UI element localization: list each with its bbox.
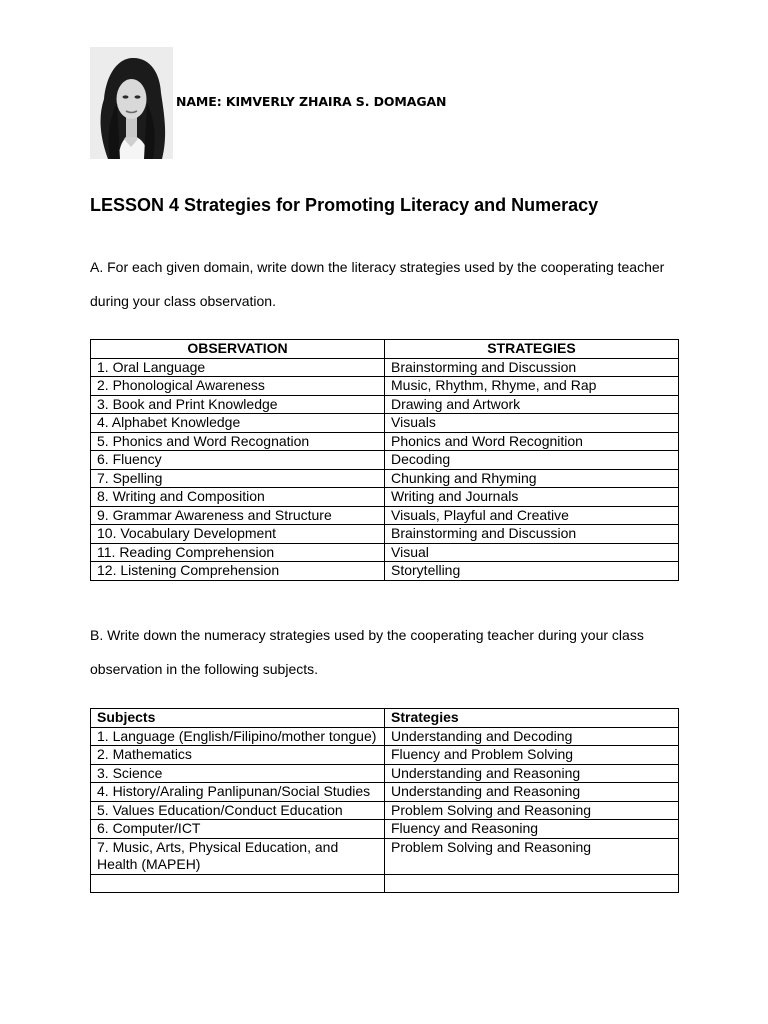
column-header-strategies: STRATEGIES (385, 340, 679, 359)
table-row (91, 414, 679, 433)
table-cell-item: 2. Phonological Awareness (91, 377, 385, 396)
table-cell-item: 11. Reading Comprehension (91, 543, 385, 562)
column-header-strategies: Strategies (385, 709, 679, 728)
portrait-image (90, 47, 173, 159)
table-cell-item: 7. Spelling (91, 469, 385, 488)
table-cell-strategy: Writing and Journals (385, 488, 679, 507)
table-cell-strategy: Fluency and Problem Solving (385, 746, 679, 765)
table-cell-item: 4. Alphabet Knowledge (91, 414, 385, 433)
table-row (91, 451, 679, 470)
table-row (91, 783, 679, 802)
table-cell-strategy: Problem Solving and Reasoning (385, 801, 679, 820)
table-cell-item: 1. Language (English/Filipino/mother tongue) (91, 727, 385, 746)
table-cell-strategy: Brainstorming and Discussion (385, 358, 679, 377)
table-cell-item (91, 874, 385, 892)
table-cell-item: 3. Book and Print Knowledge (91, 395, 385, 414)
table-cell-item: 6. Fluency (91, 451, 385, 470)
table-cell-item: 9. Grammar Awareness and Structure (91, 506, 385, 525)
column-header-observation: OBSERVATION (91, 340, 385, 359)
table-row (91, 764, 679, 783)
table-row (91, 358, 679, 377)
literacy-strategies-table (90, 339, 679, 581)
table-cell-item: 2. Mathematics (91, 746, 385, 765)
section-a-instruction: A. For each given domain, write down the literacy strategies used by the cooperating teacher during your class observation. (90, 259, 665, 309)
table-row (91, 395, 679, 414)
table-cell-strategy: Storytelling (385, 562, 679, 581)
table-cell-strategy: Understanding and Reasoning (385, 764, 679, 783)
table-cell-strategy: Music, Rhythm, Rhyme, and Rap (385, 377, 679, 396)
table-cell-item: 8. Writing and Composition (91, 488, 385, 507)
student-name: NAME: KIMVERLY ZHAIRA S. DOMAGAN (176, 94, 447, 109)
table-row (91, 525, 679, 544)
table-row (91, 488, 679, 507)
table-header-row (91, 340, 679, 359)
table-cell-strategy: Understanding and Decoding (385, 727, 679, 746)
table-cell-strategy: Visuals, Playful and Creative (385, 506, 679, 525)
table-cell-item: 5. Phonics and Word Recognation (91, 432, 385, 451)
table-cell-strategy: Phonics and Word Recognition (385, 432, 679, 451)
table-row (91, 874, 679, 892)
table-row (91, 838, 679, 874)
table-cell-strategy: Brainstorming and Discussion (385, 525, 679, 544)
table-cell-strategy: Visual (385, 543, 679, 562)
table-row (91, 746, 679, 765)
table-row (91, 377, 679, 396)
table-row (91, 469, 679, 488)
lesson-title: LESSON 4 Strategies for Promoting Literacy and Numeracy (90, 195, 599, 215)
table-row (91, 820, 679, 839)
table-cell-item: 10. Vocabulary Development (91, 525, 385, 544)
table-cell-strategy: Fluency and Reasoning (385, 820, 679, 839)
profile-photo (90, 47, 173, 159)
table-cell-item: 12. Listening Comprehension (91, 562, 385, 581)
table-row (91, 562, 679, 581)
table-cell-item: 1. Oral Language (91, 358, 385, 377)
table-header-row (91, 709, 679, 728)
table-cell-strategy: Understanding and Reasoning (385, 783, 679, 802)
table-cell-item: 5. Values Education/Conduct Education (91, 801, 385, 820)
column-header-subjects: Subjects (91, 709, 385, 728)
table-cell-strategy: Chunking and Rhyming (385, 469, 679, 488)
table-row (91, 801, 679, 820)
table-cell-strategy: Decoding (385, 451, 679, 470)
table-row (91, 543, 679, 562)
section-b-instruction: B. Write down the numeracy strategies used by the cooperating teacher during your class observation in the following subjects. (90, 627, 644, 677)
table-cell-item: 4. History/Araling Panlipunan/Social Studies (91, 783, 385, 802)
table-cell-strategy: Visuals (385, 414, 679, 433)
table-cell-strategy (385, 874, 679, 892)
numeracy-strategies-table (90, 708, 679, 893)
table-cell-item: 7. Music, Arts, Physical Education, and Health (MAPEH) (91, 838, 385, 874)
table-cell-strategy: Problem Solving and Reasoning (385, 838, 679, 874)
table-row (91, 727, 679, 746)
table-cell-item: 6. Computer/ICT (91, 820, 385, 839)
table-row (91, 506, 679, 525)
table-row (91, 432, 679, 451)
table-cell-item: 3. Science (91, 764, 385, 783)
table-cell-strategy: Drawing and Artwork (385, 395, 679, 414)
